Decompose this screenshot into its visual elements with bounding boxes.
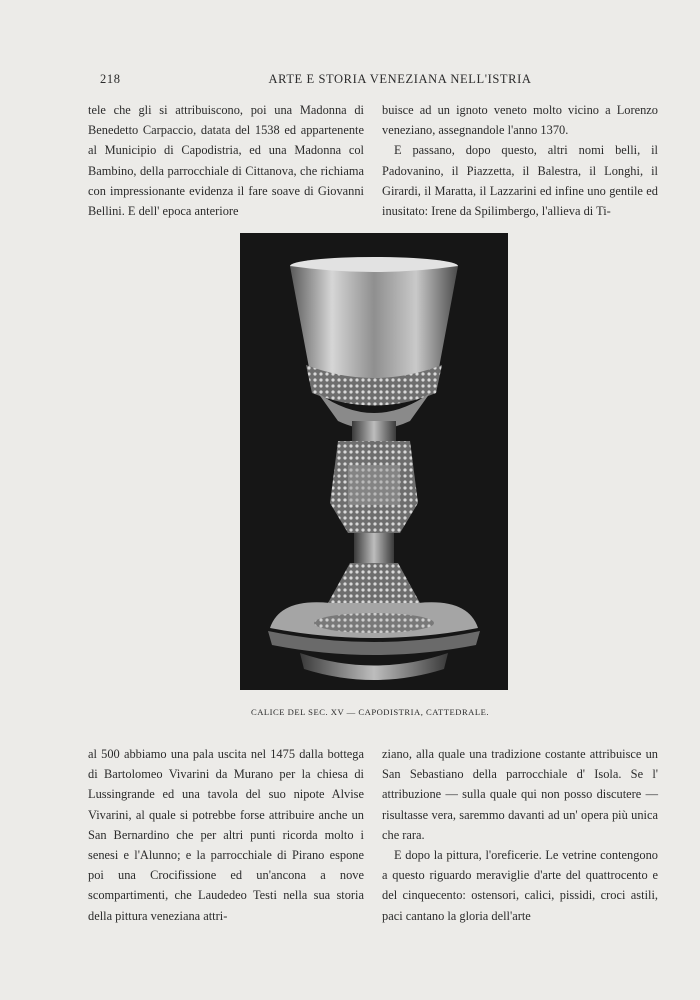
paragraph: E passano, dopo questo, altri nomi belli, il Padovanino, il Piazzetta, il Balestra, il Longhi, il Girardi, il Maratta, il Lazzarini ed infine uno gentile ed inusitato: Irene da Spilimbergo, l'allieva di Ti- (382, 143, 658, 219)
running-title: ARTE E STORIA VENEZIANA NELL'ISTRIA (268, 72, 532, 86)
figure-caption: CALICE DEL SEC. XV — CAPODISTRIA, CATTEDRALE. (250, 707, 490, 717)
paragraph: al 500 abbiamo una pala uscita nel 1475 dalla bottega di Bartolomeo Vivarini da Murano per la chiesa di Lussingrande ed una tavola del suo nipote Alvise Vivarini, al quale si potrebbe forse attribuire anche un San Bernardino che per altri punti ricorda molto i senesi e l'Alunno; e la parrocchiale di Pirano espone poi una Crocifissione ed un'ancona a nove scompartimenti, che Laudedeo Testi nella sua storia della pittura veneziana attri- (88, 747, 364, 923)
chalice-illustration (240, 233, 508, 690)
text-column-right-top (382, 100, 658, 221)
chalice-photograph (240, 233, 508, 690)
paragraph: buisce ad un ignoto veneto molto vicino a Lorenzo veneziano, assegnandole l'anno 1370. (382, 103, 658, 138)
text-column-left-bottom (88, 744, 364, 926)
page-number: 218 (100, 72, 121, 86)
page-header (100, 72, 660, 90)
text-column-left-top (88, 100, 364, 221)
text-column-right-bottom (382, 744, 658, 926)
paragraph: E dopo la pittura, l'oreficerie. Le vetrine contengono a questo riguardo meraviglie d'arte del quattrocento e del cinquecento: ostensori, calici, pissidi, croci astili, paci cantano la gloria dell'arte (382, 848, 658, 923)
paragraph: ziano, alla quale una tradizione costante attribuisce un San Sebastiano della parrocchiale d' Isola. Se l' attribuzione — sulla quale qui non posso discutere — risultasse vera, saremmo davanti ad un' opera più unica che rara. (382, 747, 658, 842)
paragraph: tele che gli si attribuiscono, poi una Madonna di Benedetto Carpaccio, datata del 1538 ed appartenente al Municipio di Capodistria, ed una Madonna col Bambino, della parrocchiale di Cittanova, che richiama con impressionante evidenza il fare soave di Giovanni Bellini. E dell' epoca anteriore (88, 103, 364, 219)
